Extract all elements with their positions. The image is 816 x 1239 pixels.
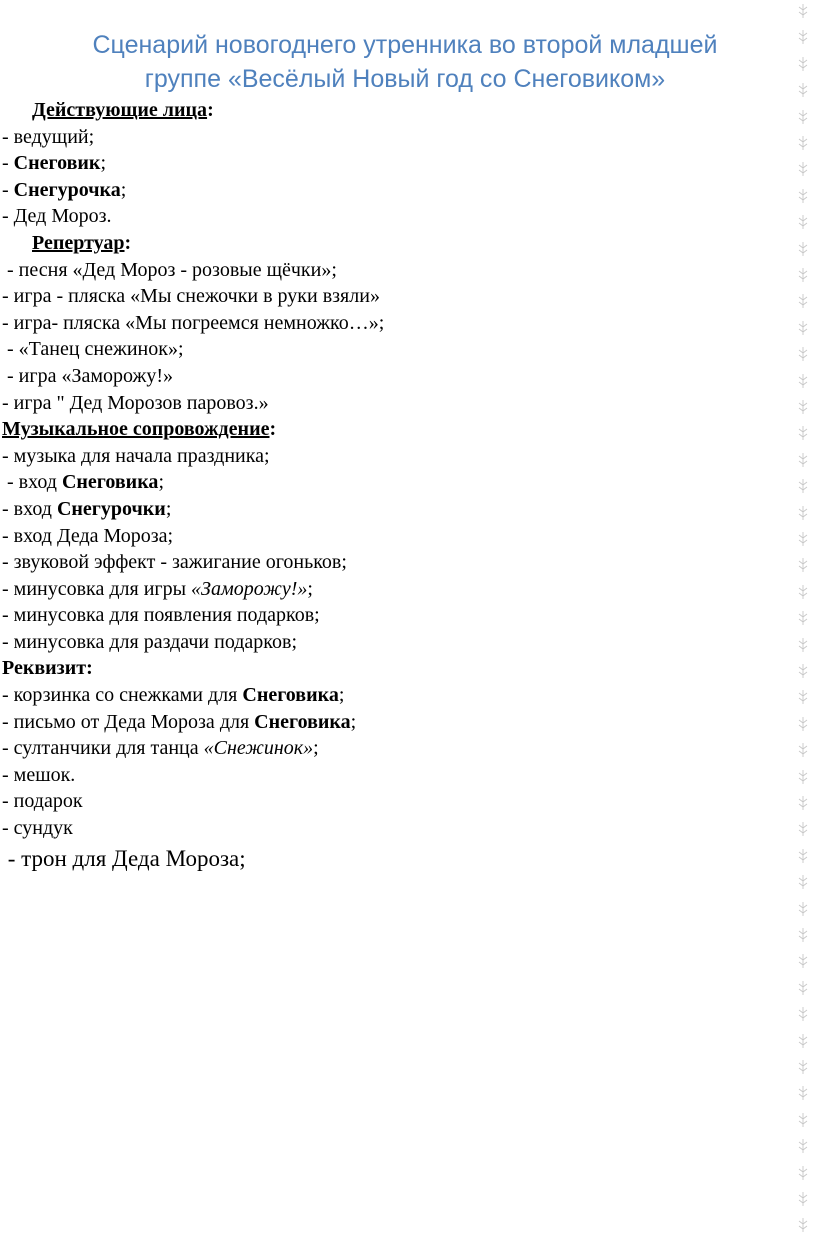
list-dash: -	[2, 125, 14, 148]
props-item-italic: «Снежинок»	[203, 737, 314, 760]
page-title	[20, 28, 790, 96]
snowflake-icon	[798, 770, 808, 784]
repertoire-item: - «Танец снежинок»;	[2, 338, 184, 361]
snowflake-icon	[798, 796, 808, 810]
music-item-bold: Снегурочки	[56, 497, 166, 520]
snowflake-icon	[798, 268, 808, 282]
snowflake-icon	[798, 664, 808, 678]
music-item: - вход Деда Мороза;	[2, 524, 174, 547]
repertoire-item: - игра - пляска «Мы снежочки в руки взяли»	[2, 285, 380, 308]
props-item	[2, 682, 782, 709]
list-punct: ;	[338, 684, 345, 707]
snowflake-icon	[798, 506, 808, 520]
snowflake-icon	[798, 981, 808, 995]
snowflake-icon	[798, 558, 808, 572]
snowflake-icon	[798, 294, 808, 308]
repertoire-heading-colon: :	[124, 231, 132, 254]
repertoire-heading	[2, 230, 782, 257]
music-item-bold: Снеговика	[61, 471, 159, 494]
music-item	[2, 576, 782, 603]
props-item-bold: Снеговика	[254, 710, 351, 733]
list-punct: ;	[350, 710, 357, 733]
snowflake-icon	[798, 532, 808, 546]
snowflake-icon	[798, 928, 808, 942]
repertoire-item: - песня «Дед Мороз - розовые щёчки»;	[2, 258, 337, 281]
repertoire-heading-text: Репертуар	[32, 231, 125, 254]
snowflake-icon	[798, 110, 808, 124]
music-item	[2, 496, 782, 523]
props-item: - сундук	[2, 817, 73, 840]
snowflake-icon	[798, 954, 808, 968]
snowflake-icon	[798, 215, 808, 229]
snowflake-icon	[798, 479, 808, 493]
snowflake-icon	[798, 453, 808, 467]
cast-item-text: Снеговик	[13, 152, 101, 175]
snowflake-icon	[798, 1086, 808, 1100]
snowflake-icon	[798, 400, 808, 414]
cast-item	[2, 150, 782, 177]
props-item-text: - султанчики для танца	[2, 737, 204, 760]
snowflake-icon	[798, 374, 808, 388]
snowflake-icon	[798, 1113, 808, 1127]
cast-item-text: ведущий;	[13, 125, 95, 148]
cast-item	[2, 203, 782, 230]
music-item-italic: «Заморожу!»	[191, 577, 308, 600]
snowflake-icon	[798, 57, 808, 71]
list-punct: ;	[158, 471, 164, 494]
music-item: - минусовка для раздачи подарков;	[2, 630, 297, 653]
snowflake-icon	[798, 1060, 808, 1074]
list-punct: ;	[307, 577, 313, 600]
props-item-bold: Снеговика	[242, 684, 339, 707]
snowflake-icon	[798, 822, 808, 836]
title-line-1: Сценарий новогоднего утренника во второй младшей	[92, 31, 718, 59]
music-item	[2, 469, 782, 496]
props-item-text: - письмо от Деда Мороза для	[2, 710, 255, 733]
music-heading	[2, 416, 782, 443]
props-item-text: - корзинка со снежками для	[2, 684, 243, 707]
snowflake-icon	[798, 83, 808, 97]
props-item: - трон для Деда Мороза;	[2, 845, 246, 871]
list-punct: ;	[120, 178, 127, 201]
repertoire-item: - игра " Дед Морозов паровоз.»	[2, 391, 269, 414]
snowflake-icon	[798, 1192, 808, 1206]
list-punct: ;	[100, 152, 107, 175]
snowflake-icon	[798, 1034, 808, 1048]
music-item-text: - минусовка для игры	[2, 577, 192, 600]
snowflake-icon	[798, 902, 808, 916]
cast-heading-text: Действующие лица	[32, 99, 208, 121]
snowflake-icon	[798, 743, 808, 757]
music-item: - звуковой эффект - зажигание огоньков;	[2, 551, 347, 574]
cast-heading	[2, 97, 782, 124]
props-item: - подарок	[2, 790, 83, 813]
snowflake-icon	[798, 136, 808, 150]
list-punct: ;	[313, 737, 319, 760]
snowflake-icon	[798, 875, 808, 889]
snowflake-icon	[798, 30, 808, 44]
cast-item	[2, 177, 782, 204]
cast-item	[2, 124, 782, 151]
repertoire-item: - игра- пляска «Мы погреемся немножко…»;	[2, 311, 385, 334]
document-body	[2, 97, 782, 872]
list-dash: -	[2, 178, 14, 201]
cast-heading-colon: :	[207, 99, 214, 121]
music-item-text: - вход	[2, 471, 62, 494]
snowflake-icon	[798, 321, 808, 335]
snowflake-icon	[798, 1139, 808, 1153]
snowflake-icon	[798, 1166, 808, 1180]
title-line-2: группе «Весёлый Новый год со Снеговиком»	[144, 65, 666, 93]
snowflake-icon	[798, 1218, 808, 1232]
snowflake-icon	[798, 1007, 808, 1021]
snowflake-icon	[798, 189, 808, 203]
snowflake-icon	[798, 426, 808, 440]
snowflake-icon	[798, 4, 808, 18]
snowflake-icon	[798, 611, 808, 625]
props-item	[2, 709, 782, 736]
list-dash: -	[2, 152, 14, 175]
music-item: - музыка для начала праздника;	[2, 444, 270, 467]
repertoire-item: - игра «Заморожу!»	[2, 364, 173, 387]
cast-item-text: Снегурочка	[13, 178, 121, 201]
props-heading: Реквизит:	[2, 657, 93, 680]
snowflake-icon	[798, 162, 808, 176]
list-dash: -	[2, 205, 14, 228]
list-punct: ;	[165, 497, 172, 520]
snowflake-icon	[798, 638, 808, 652]
music-heading-text: Музыкальное сопровождение	[2, 418, 270, 441]
snowflake-border-icon	[794, 0, 812, 1239]
props-item	[2, 735, 782, 762]
snowflake-icon	[798, 717, 808, 731]
snowflake-icon	[798, 242, 808, 256]
snowflake-icon	[798, 690, 808, 704]
music-heading-colon: :	[269, 418, 277, 441]
snowflake-icon	[798, 347, 808, 361]
props-item: - мешок.	[2, 763, 76, 786]
music-item-text: - вход	[2, 497, 57, 520]
snowflake-icon	[798, 585, 808, 599]
music-item: - минусовка для появления подарков;	[2, 604, 320, 627]
snowflake-icon	[798, 849, 808, 863]
cast-item-text: Дед Мороз.	[13, 205, 112, 228]
